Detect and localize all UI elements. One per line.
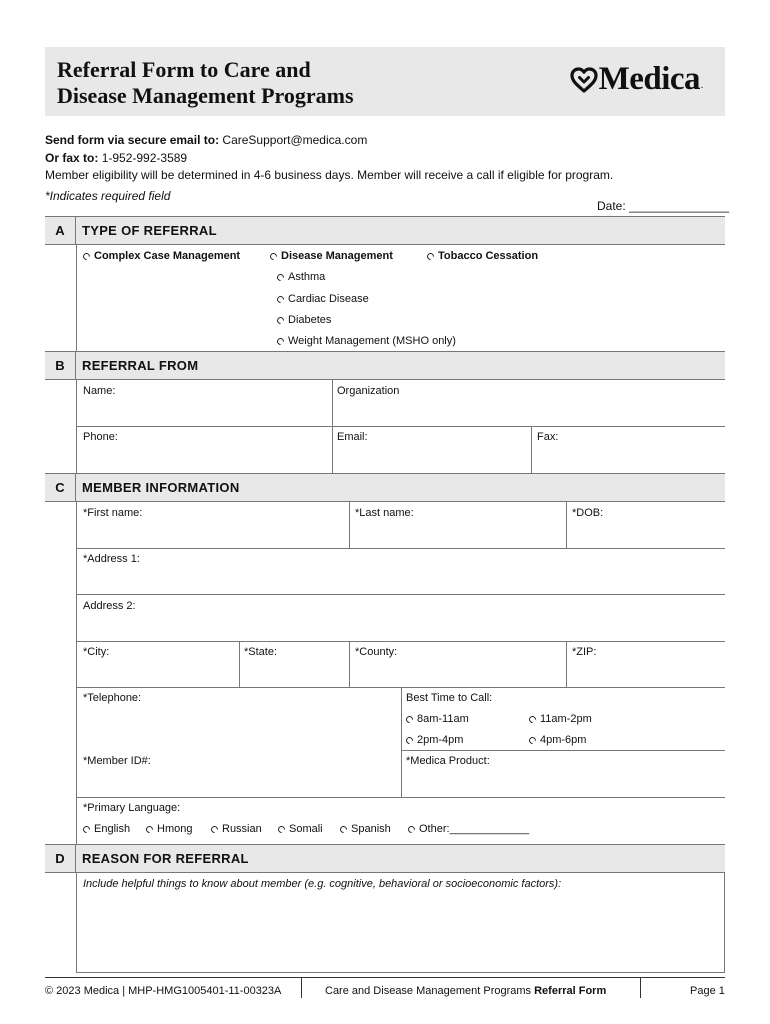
radio-time-8-11[interactable]: [406, 713, 469, 725]
medica-logo: [569, 61, 703, 98]
last-name-field[interactable]: *Last name:: [355, 507, 414, 519]
radio-lang-somali[interactable]: [278, 823, 323, 835]
referrer-fax-field[interactable]: Fax:: [537, 431, 559, 443]
radio-icon: [145, 824, 155, 834]
radio-lang-spanish[interactable]: [340, 823, 391, 835]
section-letter: A: [45, 217, 76, 244]
medica-logo-text: Medica: [598, 61, 701, 97]
first-name-field[interactable]: *First name:: [83, 507, 143, 519]
option-label: English: [94, 823, 131, 835]
radio-lang-hmong[interactable]: [146, 823, 192, 835]
logo-mark: .: [701, 83, 703, 90]
referrer-phone-field[interactable]: Phone:: [83, 431, 118, 443]
footer-doc-title-bold: Referral Form: [534, 985, 607, 997]
radio-icon: [528, 735, 538, 745]
radio-diabetes[interactable]: [277, 314, 331, 326]
option-label: Other:_____________: [419, 823, 530, 835]
radio-cardiac-disease[interactable]: [277, 293, 369, 305]
section-title: REASON FOR REFERRAL: [82, 851, 249, 866]
email-label: Send form via secure email to:: [45, 133, 220, 147]
radio-time-4-6[interactable]: [529, 734, 586, 746]
email-value[interactable]: CareSupport@medica.com: [222, 133, 368, 147]
referrer-name-field[interactable]: Name:: [83, 385, 116, 397]
radio-icon: [210, 824, 220, 834]
email-instruction: [45, 132, 367, 148]
option-label: Somali: [289, 823, 323, 835]
footer-page-number: Page 1: [690, 985, 725, 997]
section-b-header: [45, 351, 725, 380]
reason-textarea[interactable]: [78, 895, 722, 970]
radio-complex-case[interactable]: [83, 250, 240, 262]
radio-tobacco-cessation[interactable]: [427, 250, 538, 262]
fax-instruction: [45, 150, 187, 166]
footer-divider: [45, 977, 725, 978]
zip-field[interactable]: *ZIP:: [572, 646, 597, 658]
section-letter: D: [45, 845, 76, 872]
section-d-header: [45, 844, 725, 873]
medica-product-field[interactable]: *Medica Product:: [406, 755, 490, 767]
option-label: 8am-11am: [417, 713, 469, 725]
radio-lang-english[interactable]: [83, 823, 130, 835]
radio-icon: [276, 336, 286, 346]
section-title: REFERRAL FROM: [82, 358, 199, 373]
dob-field[interactable]: *DOB:: [572, 507, 604, 519]
referrer-organization-field[interactable]: Organization: [337, 385, 400, 397]
radio-icon: [277, 824, 287, 834]
best-time-label: Best Time to Call:: [406, 692, 493, 704]
option-label: Weight Management (MSHO only): [288, 335, 456, 347]
date-field[interactable]: Date: _______________: [597, 199, 730, 213]
radio-time-11-2[interactable]: [529, 713, 592, 725]
primary-language-label: *Primary Language:: [83, 802, 181, 814]
radio-weight-management[interactable]: [277, 335, 456, 347]
section-letter: C: [45, 474, 76, 501]
option-label: Hmong: [157, 823, 193, 835]
option-label: Cardiac Disease: [288, 293, 369, 305]
footer-doc-title: [325, 985, 606, 997]
option-label: Russian: [222, 823, 262, 835]
radio-icon: [276, 272, 286, 282]
radio-disease-management[interactable]: [270, 250, 393, 262]
radio-lang-russian[interactable]: [211, 823, 262, 835]
address1-field[interactable]: *Address 1:: [83, 553, 140, 565]
radio-icon: [82, 824, 92, 834]
radio-icon: [82, 251, 92, 261]
medica-heart-icon: [569, 66, 599, 94]
radio-icon: [276, 294, 286, 304]
radio-icon: [405, 735, 415, 745]
reason-hint: Include helpful things to know about member (e.g. cognitive, behavioral or socioeconomic factors):: [83, 878, 562, 890]
option-label: Diabetes: [288, 314, 332, 326]
option-label: Complex Case Management: [94, 250, 241, 262]
section-title: TYPE OF REFERRAL: [82, 223, 217, 238]
section-a-header: [45, 216, 725, 245]
county-field[interactable]: *County:: [355, 646, 398, 658]
section-c-header: [45, 473, 725, 502]
form-title-line-1: Referral Form to Care and: [57, 57, 311, 82]
city-field[interactable]: *City:: [83, 646, 110, 658]
section-letter: B: [45, 352, 76, 379]
section-title: MEMBER INFORMATION: [82, 480, 240, 495]
fax-label: Or fax to:: [45, 151, 99, 165]
footer-doc-title-plain: Care and Disease Management Programs: [325, 985, 535, 997]
radio-icon: [339, 824, 349, 834]
fax-value: 1-952-992-3589: [101, 151, 188, 165]
member-id-field[interactable]: *Member ID#:: [83, 755, 151, 767]
footer-copyright: © 2023 Medica | MHP-HMG1005401-11-00323A: [45, 985, 282, 997]
radio-icon: [276, 315, 286, 325]
referrer-email-field[interactable]: Email:: [337, 431, 368, 443]
option-label: Tobacco Cessation: [438, 250, 539, 262]
option-label: Spanish: [351, 823, 391, 835]
eligibility-note: Member eligibility will be determined in 4-6 business days. Member will receive a call if eligible for program.: [45, 168, 614, 182]
form-title: [57, 57, 354, 109]
required-note: *Indicates required field: [45, 189, 171, 203]
radio-icon: [407, 824, 417, 834]
option-label: Disease Management: [281, 250, 393, 262]
form-header: [45, 47, 725, 116]
radio-icon: [528, 714, 538, 724]
radio-lang-other[interactable]: [408, 823, 529, 835]
state-field[interactable]: *State:: [244, 646, 278, 658]
telephone-field[interactable]: *Telephone:: [83, 692, 142, 704]
radio-time-2-4[interactable]: [406, 734, 463, 746]
option-label: Asthma: [288, 271, 326, 283]
radio-icon: [269, 251, 279, 261]
option-label: 2pm-4pm: [417, 734, 464, 746]
radio-asthma[interactable]: [277, 271, 325, 283]
radio-icon: [426, 251, 436, 261]
option-label: 4pm-6pm: [540, 734, 587, 746]
radio-icon: [405, 714, 415, 724]
address2-field[interactable]: Address 2:: [83, 600, 136, 612]
option-label: 11am-2pm: [540, 713, 592, 725]
form-title-line-2: Disease Management Programs: [57, 83, 354, 108]
